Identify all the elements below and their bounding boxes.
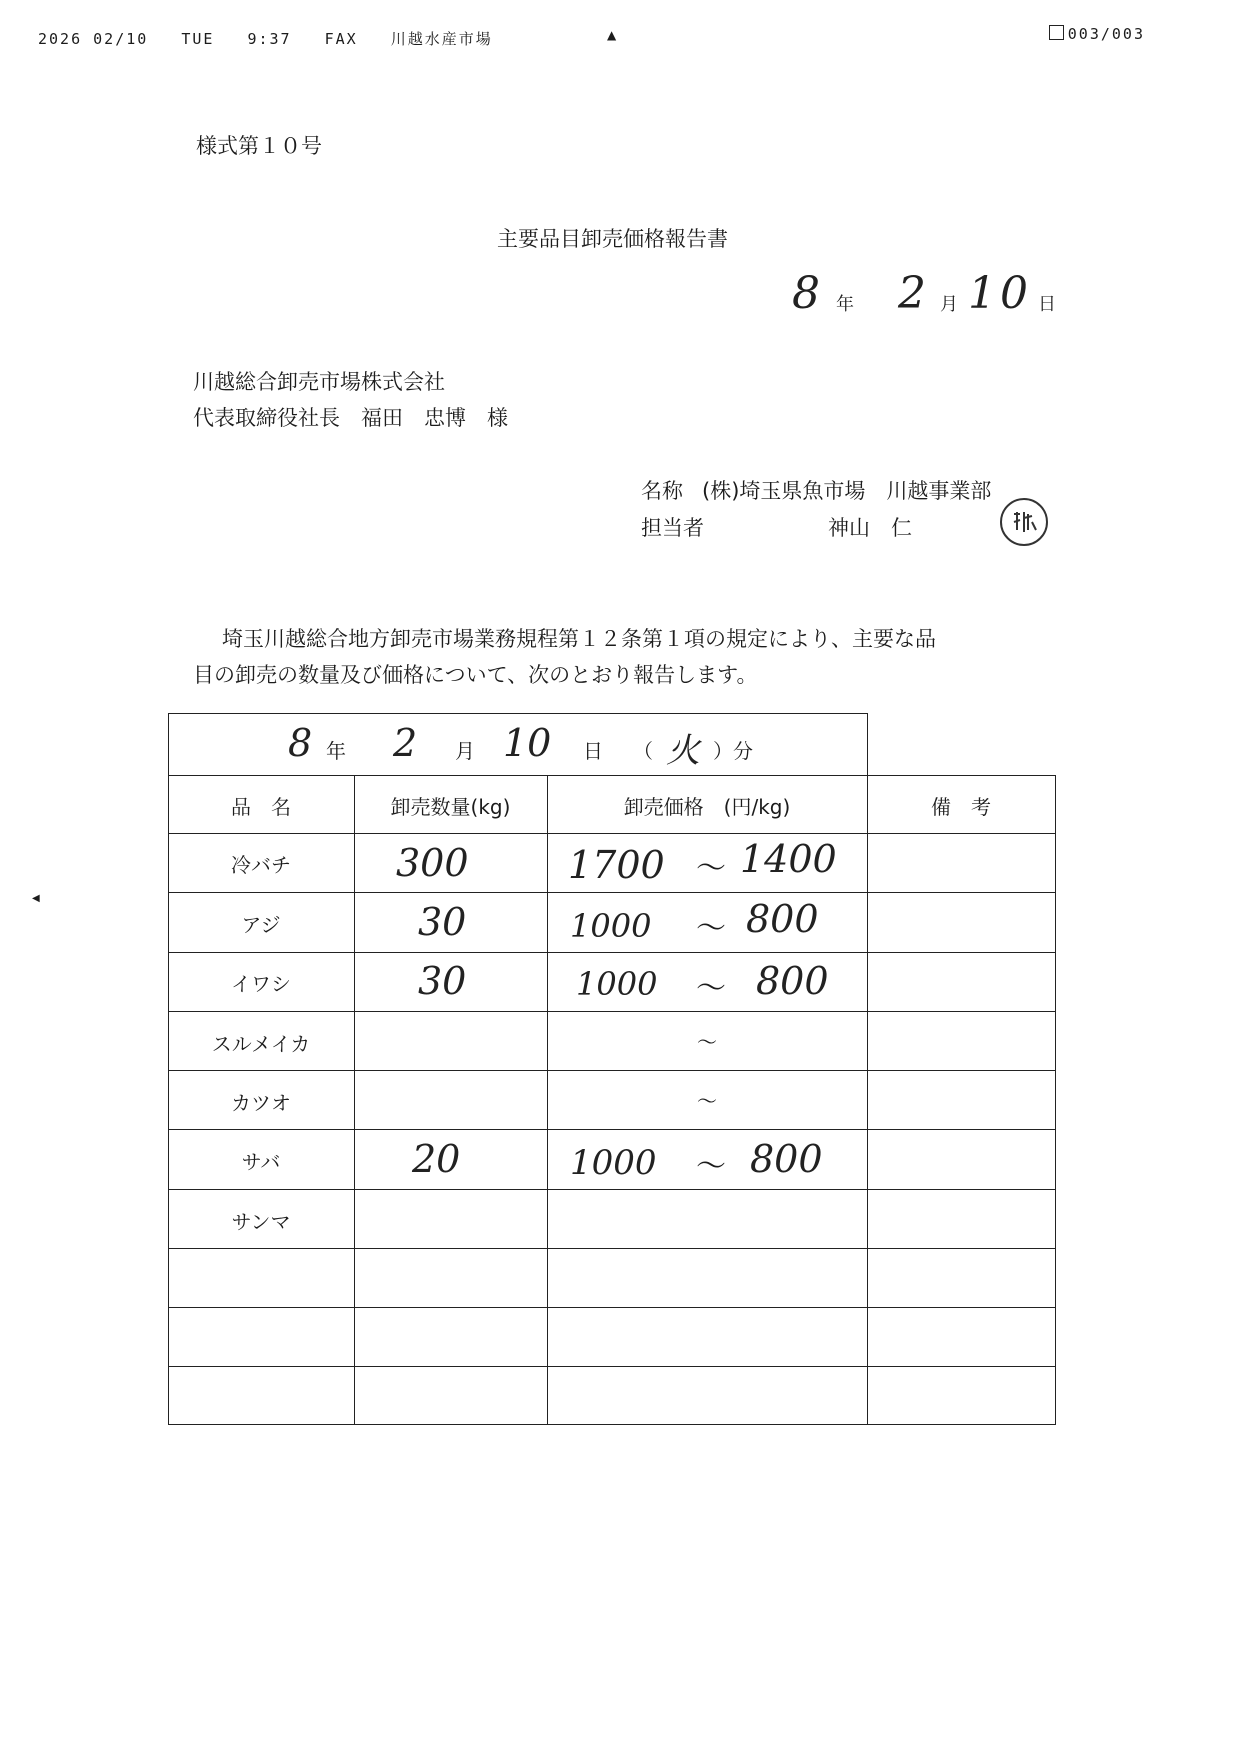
row-price-low: 800 [756, 959, 829, 1003]
sender-staff: 神山 仁 [828, 516, 912, 540]
header-price: 卸売価格 (円/kg) [623, 795, 791, 819]
triangle-up-icon: ▲ [607, 28, 617, 42]
table-border-top [168, 713, 868, 714]
table-rule [168, 1307, 1056, 1308]
table-rule [168, 833, 1056, 834]
table-rule [168, 952, 1056, 953]
intro-text-line1: 埼玉川越総合地方卸売市場業務規程第１２条第１項の規定により、主要な品 [222, 627, 936, 651]
fax-header [38, 28, 515, 49]
table-rule [168, 1366, 1056, 1367]
row-quantity: 30 [418, 959, 467, 1003]
report-date-month: 2 [898, 268, 926, 319]
report-date-day-unit: 日 [1038, 294, 1056, 315]
table-rule [168, 1129, 1056, 1130]
row-price-tilde: ～ [696, 1149, 726, 1184]
report-title: 主要品目卸売価格報告書 [497, 227, 728, 251]
table-rule [168, 1248, 1056, 1249]
table-date-day-unit: 日 [583, 739, 603, 763]
table-rule [168, 1189, 1056, 1190]
row-price-high: 1000 [570, 907, 652, 945]
table-date-month-unit: 月 [455, 739, 475, 763]
fax-date: 2026 02/10 [38, 30, 149, 48]
row-price-low: 800 [750, 1137, 823, 1181]
row-item: 冷バチ [231, 853, 291, 877]
table-date-day: 10 [503, 721, 552, 765]
row-quantity: 300 [396, 841, 469, 885]
row-price-tilde: ～ [696, 911, 726, 946]
table-date-month: 2 [393, 721, 418, 765]
row-price-low: 1400 [740, 837, 837, 881]
price-report-table [168, 713, 1056, 1425]
header-item: 品 名 [231, 795, 291, 819]
sender-name-label: 名称 [641, 479, 683, 503]
row-price-high: 1000 [576, 965, 658, 1003]
table-date-year: 8 [288, 721, 313, 765]
row-price-tilde: ～ [696, 971, 726, 1006]
report-date-month-unit: 月 [940, 294, 958, 315]
report-date-year: 8 [792, 268, 820, 319]
table-border-bottom [168, 1424, 1056, 1425]
row-price-high: 1700 [568, 843, 665, 887]
table-date-weekday: 火 [666, 731, 700, 771]
table-date-close-paren: ）分 [713, 739, 753, 763]
table-rule [168, 1011, 1056, 1012]
fax-page-number: 003/003 [1067, 25, 1145, 43]
row-item: イワシ [231, 972, 291, 996]
recipient-person: 代表取締役社長 福田 忠博 様 [193, 406, 508, 430]
sender-name: (株)埼玉県魚市場 川越事業部 [702, 479, 992, 503]
row-price-tilde: ～ [697, 1030, 717, 1054]
row-price-tilde: ～ [697, 1089, 717, 1113]
fax-page-counter [1049, 25, 1145, 43]
sender-staff-label: 担当者 [641, 516, 704, 540]
table-date-year-unit: 年 [326, 739, 346, 763]
recipient-company: 川越総合卸売市場株式会社 [193, 370, 445, 394]
row-item: サンマ [231, 1210, 291, 1234]
fax-time: 9:37 [247, 30, 292, 48]
report-date-day: 10 [968, 268, 1032, 319]
table-col-rule [354, 775, 355, 1425]
row-item: カツオ [231, 1091, 291, 1115]
table-date-open-paren: （ [633, 739, 653, 763]
report-date-year-unit: 年 [836, 294, 854, 315]
table-border-right [1055, 775, 1056, 1425]
table-rule [168, 775, 1056, 776]
fax-weekday: TUE [181, 30, 215, 48]
fax-checkbox-icon [1049, 25, 1064, 40]
row-quantity: 30 [418, 900, 467, 944]
row-item: アジ [241, 913, 281, 937]
intro-text-line2: 目の卸売の数量及び価格について、次のとおり報告します。 [193, 663, 758, 687]
row-quantity: 20 [412, 1137, 461, 1181]
row-price-tilde: ～ [696, 851, 726, 886]
header-quantity: 卸売数量(kg) [390, 795, 511, 819]
table-rule [168, 1070, 1056, 1071]
personal-seal-icon [1000, 498, 1048, 546]
table-rule [168, 892, 1056, 893]
fax-label: FAX [324, 30, 358, 48]
row-item: サバ [241, 1150, 281, 1174]
triangle-left-icon: ◀ [32, 893, 40, 904]
row-item: スルメイカ [211, 1032, 311, 1056]
form-number: 様式第１０号 [196, 134, 322, 158]
fax-sender: 川越水産市場 [390, 30, 493, 48]
header-remarks: 備 考 [931, 795, 991, 819]
row-price-high: 1000 [570, 1143, 657, 1183]
row-price-low: 800 [746, 897, 819, 941]
